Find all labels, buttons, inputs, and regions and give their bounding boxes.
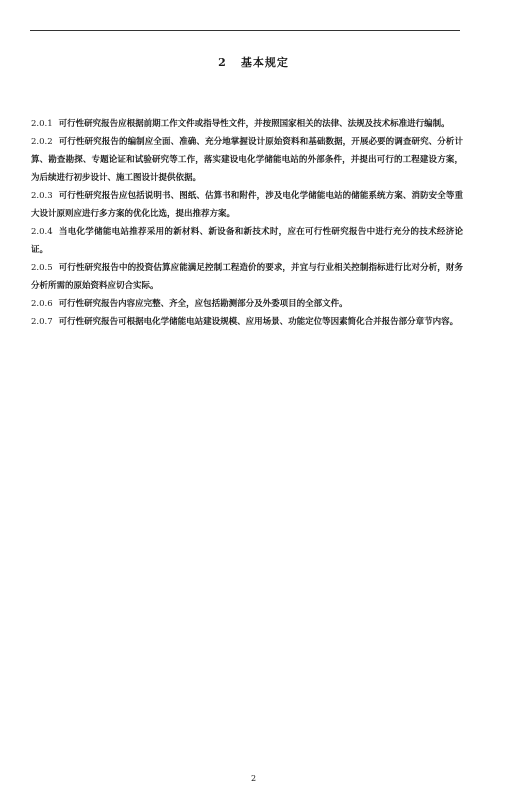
header-rule	[30, 30, 460, 31]
clause-number: 2.0.5	[31, 263, 53, 273]
clause-text: 可行性研究报告可根据电化学储能电站建设规模、应用场景、功能定位等因素简化合并报告部分章节内容。	[58, 317, 459, 327]
clause-2-0-3	[31, 187, 463, 223]
clause-2-0-7	[31, 313, 463, 331]
clause-list	[31, 115, 463, 331]
clause-number: 2.0.1	[31, 119, 53, 129]
page-number: 2	[250, 774, 257, 783]
clause-text: 可行性研究报告内容应完整、齐全，应包括勘测部分及外委项目的全部文件。	[58, 299, 348, 309]
clause-number: 2.0.2	[31, 137, 53, 147]
clause-number: 2.0.4	[31, 227, 53, 237]
clause-number: 2.0.3	[31, 191, 53, 201]
clause-number: 2.0.7	[31, 317, 53, 327]
chapter-number: 2	[218, 56, 227, 69]
clause-number: 2.0.6	[31, 299, 53, 309]
clause-text: 当电化学储能电站推荐采用的新材料、新设备和新技术时，应在可行性研究报告中进行充分的技术经济论证。	[31, 227, 463, 255]
clause-2-0-5	[31, 259, 463, 295]
clause-text: 可行性研究报告应包括说明书、图纸、估算书和附件，涉及电化学储能电站的储能系统方案、消防安全等重大设计原则应进行多方案的优化比选，提出推荐方案。	[31, 191, 463, 219]
clause-text: 可行性研究报告中的投资估算应能满足控制工程造价的要求，并宜与行业相关控制指标进行比对分析，财务分析所需的原始资料应切合实际。	[31, 263, 463, 291]
chapter-title: 基本规定	[240, 56, 289, 69]
clause-2-0-2	[31, 133, 463, 187]
clause-2-0-1	[31, 115, 463, 133]
clause-2-0-4	[31, 223, 463, 259]
clause-2-0-6	[31, 295, 463, 313]
clause-text: 可行性研究报告应根据前期工作文件或指导性文件，并按照国家相关的法律、法规及技术标准进行编制。	[58, 119, 450, 129]
clause-text: 可行性研究报告的编制应全面、准确、充分地掌握设计原始资料和基础数据，开展必要的调查研究、分析计算、勘查勘探、专题论证和试验研究等工作，落实建设电化学储能电站的外部条件，并提出可行的工程建设方案，为后续进行初步设计、施工图设计提供依据。	[31, 137, 463, 183]
chapter-heading	[0, 54, 507, 70]
